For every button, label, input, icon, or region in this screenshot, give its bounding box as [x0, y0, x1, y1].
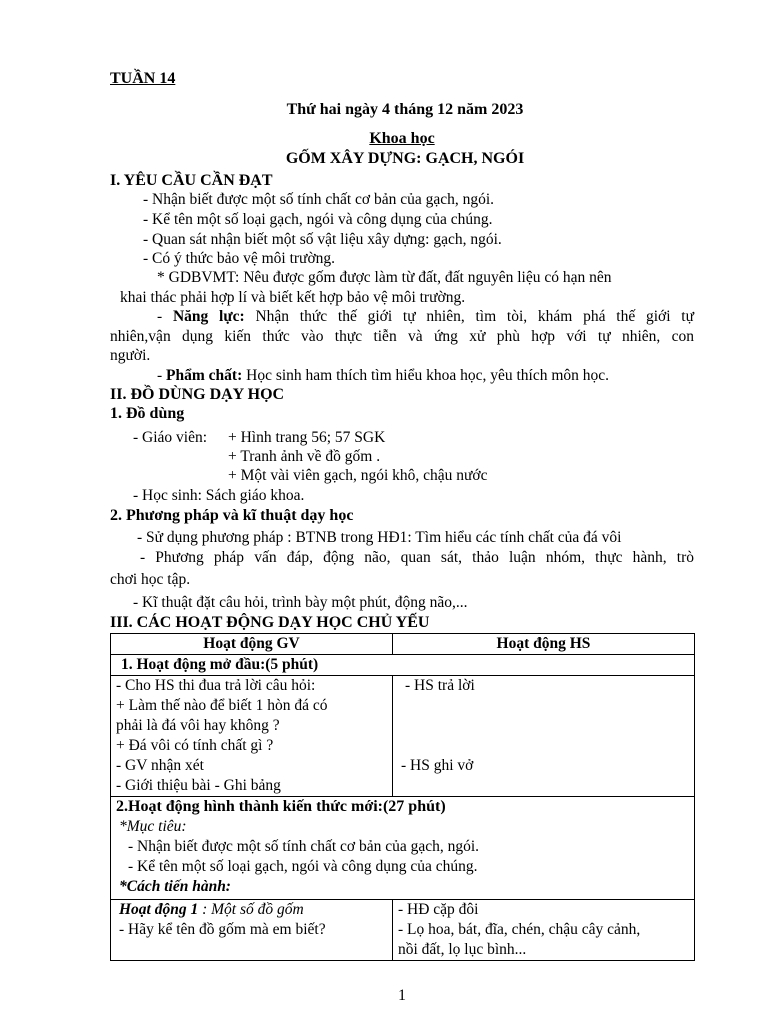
competency-line: - Năng lực: Nhận thức thế giới tự nhiên, tìm tòi, khám phá thế giới tự — [157, 308, 695, 325]
activities-table — [110, 633, 695, 961]
objective-line: - Kể tên một số loại gạch, ngói và công dụng của chúng. — [128, 858, 478, 875]
gdbvmt-line: khai thác phải hợp lí và biết kết hợp bảo vệ môi trường. — [120, 289, 466, 306]
objective-label: *Mục tiêu: — [119, 818, 187, 835]
activity1-gv-cell — [111, 900, 393, 961]
part2-title: 2.Hoạt động hình thành kiến thức mới:(27 phút) — [116, 798, 446, 815]
gv-line: + Làm thế nào để biết 1 hòn đá có — [116, 697, 328, 714]
quality-label: Phẩm chất: — [166, 367, 243, 384]
hs-line: - Lọ hoa, bát, đĩa, chén, chậu cây cảnh, — [398, 921, 641, 938]
method-line: - Sử dụng phương pháp : BTNB trong HĐ1: Tìm hiểu các tính chất của đá vôi — [137, 529, 622, 546]
table-header-row — [111, 634, 695, 655]
gdbvmt-line: * GDBVMT: Nêu được gốm được làm từ đất, đất nguyên liệu có hạn nên — [157, 269, 612, 286]
objective-item: - Kể tên một số loại gạch, ngói và công dụng của chúng. — [143, 211, 493, 228]
objective-item: - Nhận biết được một số tính chất cơ bản của gạch, ngói. — [143, 191, 495, 208]
gv-line: - GV nhận xét — [116, 757, 204, 774]
hs-line: - HS ghi vở — [401, 757, 474, 774]
gv-line: - Hãy kể tên đồ gốm mà em biết? — [119, 921, 326, 938]
competency-label: Năng lực: — [172, 308, 245, 325]
competency-line: nhiên,vận dụng kiến thức vào thực tiễn và ứng xử phù hợp với tự nhiên, con — [110, 328, 694, 345]
part1-title: 1. Hoạt động mở đầu:(5 phút) — [111, 655, 695, 676]
column-header-gv: Hoạt động GV — [111, 634, 393, 655]
method-line: - Kĩ thuật đặt câu hỏi, trình bày một phút, động não,... — [133, 594, 468, 611]
procedure-label: *Cách tiến hành: — [119, 878, 231, 895]
gv-line: + Đá vôi có tính chất gì ? — [116, 737, 274, 754]
gv-line: - Giới thiệu bài - Ghi bảng — [116, 777, 281, 794]
week-label: TUẦN 14 — [110, 70, 176, 87]
teacher-label: - Giáo viên: — [133, 429, 208, 446]
teacher-item: + Tranh ảnh về đồ gốm . — [228, 448, 381, 465]
table-row — [111, 900, 695, 961]
activity1-hs-cell — [393, 900, 695, 961]
section2-heading: II. ĐỒ DÙNG DẠY HỌC — [110, 386, 285, 403]
table-row — [111, 655, 695, 676]
page-number: 1 — [398, 987, 406, 1004]
hs-line: - HĐ cặp đôi — [398, 901, 479, 918]
section3-heading: III. CÁC HOẠT ĐỘNG DẠY HỌC CHỦ YẾU — [110, 614, 430, 631]
objective-item: - Có ý thức bảo vệ môi trường. — [143, 250, 336, 267]
methods-heading: 2. Phương pháp và kĩ thuật dạy học — [110, 507, 354, 524]
method-line: - Phương pháp vấn đáp, động não, quan sát, thảo luận nhóm, thực hành, trò — [140, 549, 694, 566]
part2-cell — [111, 797, 695, 900]
part1-gv-cell — [111, 676, 393, 797]
objective-item: - Quan sát nhận biết một số vật liệu xây dựng: gạch, ngói. — [143, 231, 502, 248]
teacher-item: + Hình trang 56; 57 SGK — [228, 429, 386, 446]
section1-heading: I. YÊU CẦU CẦN ĐẠT — [110, 172, 273, 189]
column-header-hs: Hoạt động HS — [393, 634, 695, 655]
competency-line: người. — [110, 347, 151, 364]
hs-line: nồi đất, lọ lục bình... — [398, 941, 527, 958]
teacher-item: + Một vài viên gạch, ngói khô, chậu nước — [228, 467, 488, 484]
part1-hs-cell — [393, 676, 695, 797]
activity1-label: Hoạt động 1 — [119, 901, 199, 918]
table-row — [111, 676, 695, 797]
lesson-date: Thứ hai ngày 4 tháng 12 năm 2023 — [286, 101, 524, 118]
activity1-title: : Một số đồ gốm — [202, 901, 304, 918]
method-line: chơi học tập. — [110, 571, 191, 588]
gv-line: - Cho HS thi đua trả lời câu hỏi: — [116, 677, 316, 694]
lesson-title: GỐM XÂY DỰNG: GẠCH, NGÓI — [285, 150, 525, 167]
objective-line: - Nhận biết được một số tính chất cơ bản của gạch, ngói. — [128, 838, 480, 855]
materials-heading: 1. Đồ dùng — [110, 405, 185, 422]
subject-title: Khoa học — [369, 130, 435, 147]
gv-line: phải là đá vôi hay không ? — [116, 717, 280, 734]
quality-line: - Phẩm chất: Học sinh ham thích tìm hiểu khoa học, yêu thích môn học. — [157, 367, 610, 384]
hs-line: - HS trả lời — [405, 677, 475, 694]
student-materials: - Học sinh: Sách giáo khoa. — [133, 487, 305, 504]
table-row — [111, 797, 695, 900]
